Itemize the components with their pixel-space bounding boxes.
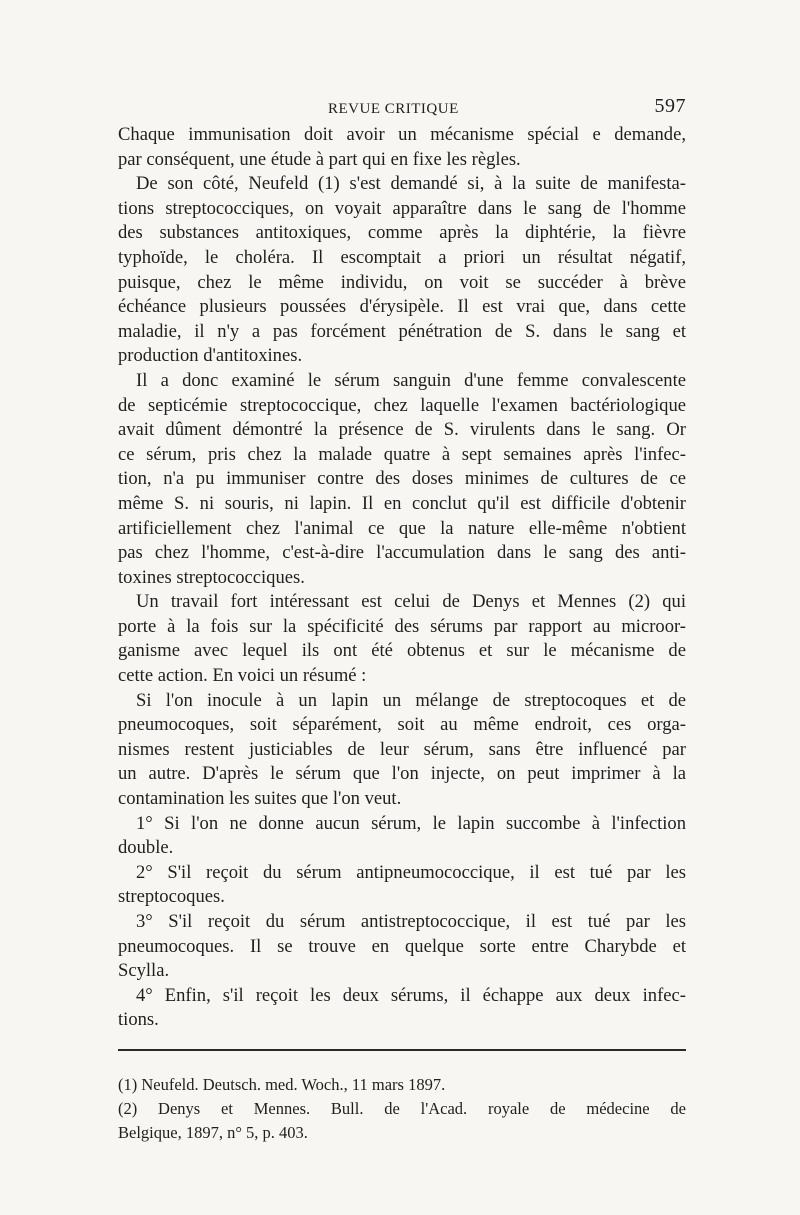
paragraph <box>118 369 686 590</box>
text-line: 2° S'il reçoit du sérum antipneumococcique, il est tué par les <box>136 861 686 883</box>
text-line: pneumocoques. Il se trouve en quelque sorte entre Charybde et <box>118 935 686 957</box>
text-line: cette action. En voici un résumé : <box>118 665 367 687</box>
text-line: 4° Enfin, s'il reçoit les deux sérums, il échappe aux deux infec- <box>136 984 686 1006</box>
text-line: échéance plusieurs poussées d'érysipèle. Il est vrai que, dans cette <box>118 296 686 318</box>
paragraph <box>118 861 686 910</box>
paragraph <box>118 812 686 861</box>
text-line: tions. <box>118 1009 159 1031</box>
footnote <box>118 1073 686 1097</box>
text-line: 1° Si l'on ne donne aucun sérum, le lapin succombe à l'infection <box>136 812 686 834</box>
text-line: contamination les suites que l'on veut. <box>118 788 402 810</box>
text-line: ganisme avec lequel ils ont été obtenus et sur le mécanisme de <box>118 640 686 662</box>
paragraph <box>118 590 686 688</box>
text-line: de septicémie streptococcique, chez laquelle l'examen bactériologique <box>118 394 686 416</box>
footnotes <box>118 1073 686 1145</box>
footnote <box>118 1097 686 1145</box>
text-line: même S. ni souris, ni lapin. Il en conclut qu'il est difficile d'obtenir <box>118 492 686 514</box>
paragraph <box>118 689 686 812</box>
text-line: par conséquent, une étude à part qui en fixe les règles. <box>118 148 521 170</box>
page-header <box>118 95 686 123</box>
page <box>118 95 686 1145</box>
text-line: streptocoques. <box>118 886 225 908</box>
text-line: tion, n'a pu immuniser contre des doses minimes de cultures de ce <box>118 468 686 490</box>
text-line: avait dûment démontré la présence de S. virulents dans le sang. Or <box>118 419 686 441</box>
footnote-rule <box>118 1049 686 1051</box>
text-line: production d'antitoxines. <box>118 345 303 367</box>
paragraph <box>118 123 686 172</box>
text-line: Il a donc examiné le sérum sanguin d'une femme convalescente <box>136 369 686 391</box>
paragraph <box>118 910 686 984</box>
text-line: puisque, chez le même individu, on voit se succéder à brève <box>118 271 686 293</box>
text-line: maladie, il n'y a pas forcément pénétration de S. dans le sang et <box>118 320 686 342</box>
text-line: Scylla. <box>118 960 170 982</box>
text-line: tions streptococciques, on voyait apparaître dans le sang de l'homme <box>118 197 686 219</box>
text-line: Si l'on inocule à un lapin un mélange de streptocoques et de <box>136 689 686 711</box>
text-line: typhoïde, le choléra. Il escomptait a priori un résultat négatif, <box>118 246 686 268</box>
text-line: Chaque immunisation doit avoir un mécanisme spécial e demande, <box>118 124 686 145</box>
text-line: double. <box>118 837 174 859</box>
footnote-line: (2) Denys et Mennes. Bull. de l'Acad. royale de médecine de <box>118 1098 686 1118</box>
footnote-line: (1) Neufeld. Deutsch. med. Woch., 11 mars 1897. <box>118 1074 446 1094</box>
text-line: porte à la fois sur la spécificité des sérums par rapport au microor- <box>118 615 686 637</box>
text-line: Un travail fort intéressant est celui de Denys et Mennes (2) qui <box>136 591 686 613</box>
paragraph <box>118 984 686 1033</box>
running-head: REVUE CRITIQUE <box>328 101 459 117</box>
footnote-line: Belgique, 1897, n° 5, p. 403. <box>118 1122 308 1142</box>
text-line: De son côté, Neufeld (1) s'est demandé si, à la suite de manifesta- <box>136 173 686 195</box>
text-line: 3° S'il reçoit du sérum antistreptococcique, il est tué par les <box>136 911 686 932</box>
text-line: toxines streptococciques. <box>118 566 305 588</box>
text-line: un autre. D'après le sérum que l'on injecte, on peut imprimer à la <box>118 763 686 785</box>
page-number: 597 <box>654 95 686 117</box>
text-line: pneumocoques, soit séparément, soit au même endroit, ces orga- <box>118 714 686 736</box>
text-line: nismes restent justiciables de leur sérum, sans être influencé par <box>118 738 686 760</box>
text-line: artificiellement chez l'animal ce que la nature elle-même n'obtient <box>118 517 686 539</box>
text-line: des substances antitoxiques, comme après la diphtérie, la fièvre <box>118 222 686 244</box>
paragraph <box>118 172 686 369</box>
text-line: pas chez l'homme, c'est-à-dire l'accumulation dans le sang des anti- <box>118 542 686 564</box>
text-line: ce sérum, pris chez la malade quatre à sept semaines après l'infec- <box>118 443 686 465</box>
body-text <box>118 123 686 1033</box>
